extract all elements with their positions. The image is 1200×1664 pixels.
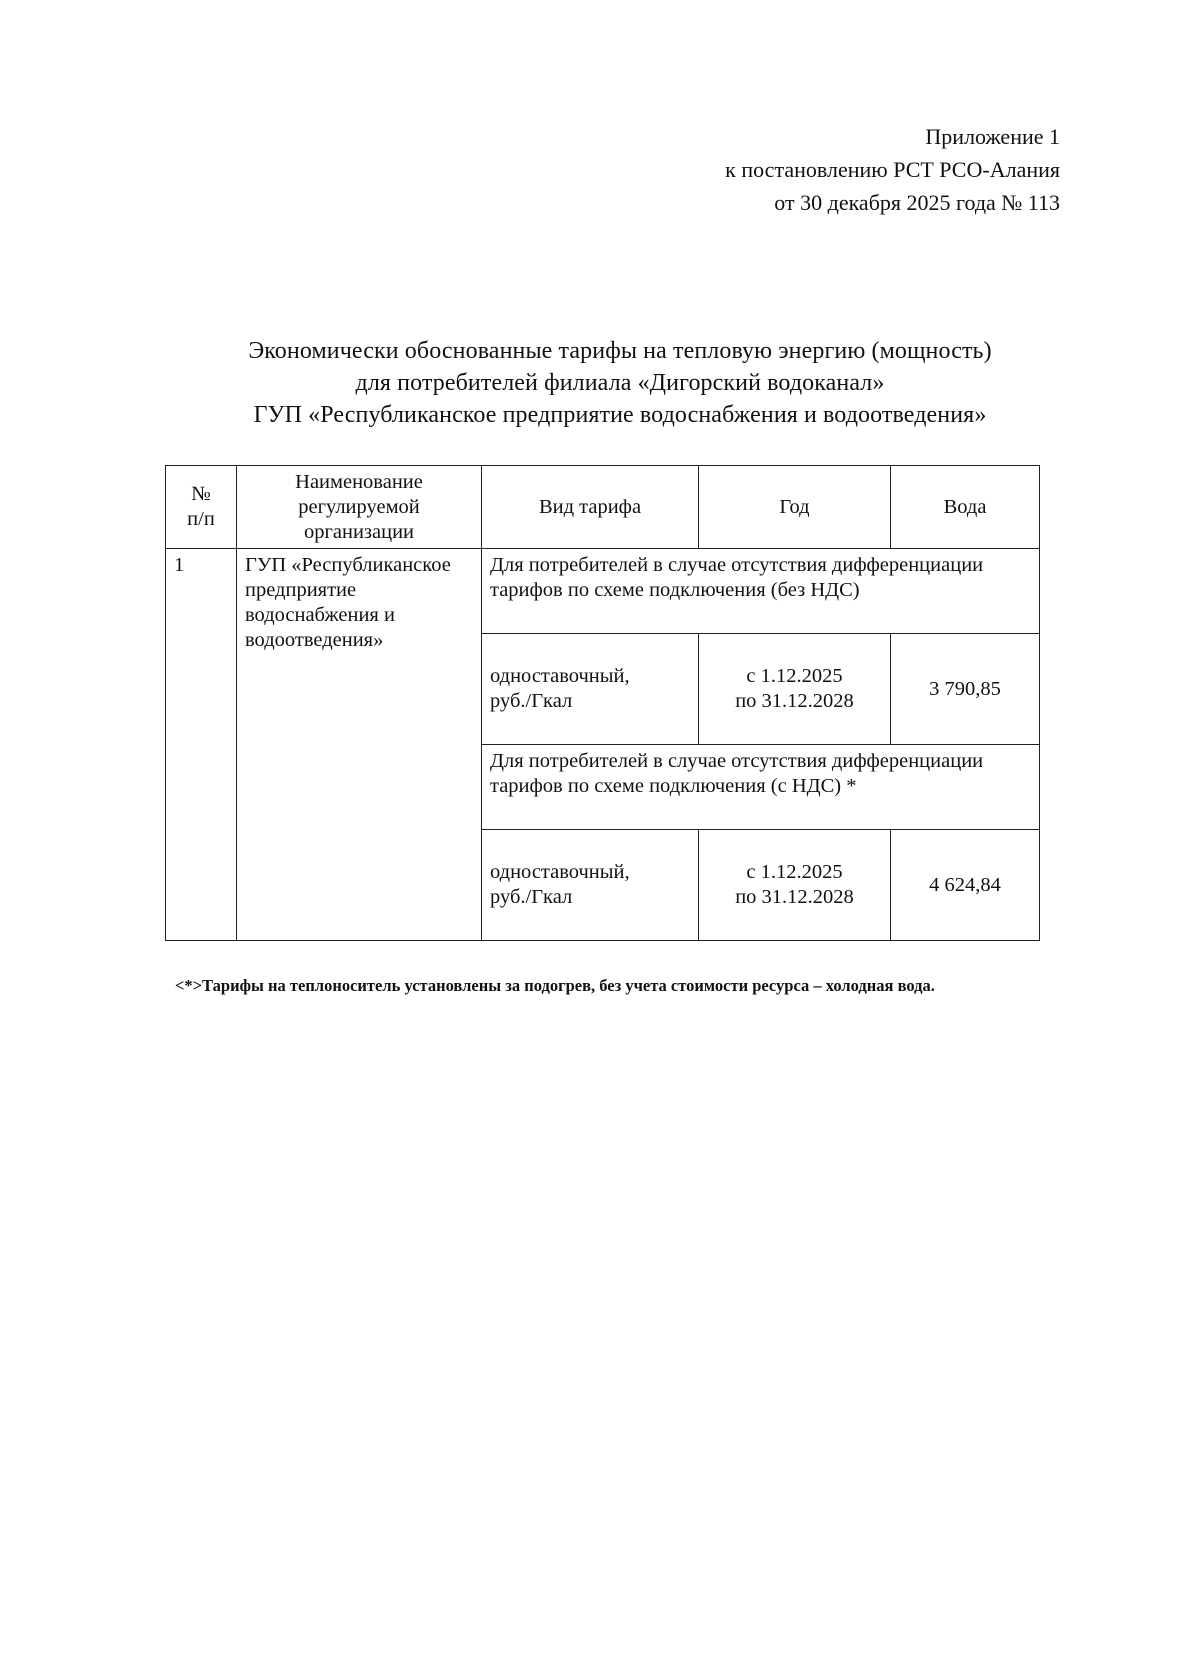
row-number: 1: [166, 549, 237, 941]
tariff-period: с 1.12.2025 по 31.12.2028: [699, 830, 891, 941]
header-num: № п/п: [166, 466, 237, 549]
tariff-kind: одноставочный, руб./Гкал: [482, 830, 699, 941]
title-line-2: для потребителей филиала «Дигорский водоканал»: [355, 370, 885, 396]
tariff-table: [165, 465, 1040, 941]
document-title: [140, 335, 1100, 431]
title-line-3: ГУП «Республиканское предприятие водоснабжения и водоотведения»: [253, 402, 987, 428]
condition-without-vat: Для потребителей в случае отсутствия дифференциации тарифов по схеме подключения (без НДС): [482, 549, 1040, 634]
header-year: Год: [699, 466, 891, 549]
row-organization: ГУП «Республиканское предприятие водоснабжения и водоотведения»: [237, 549, 482, 941]
appendix-line-3: от 30 декабря 2025 года № 113: [774, 190, 1060, 215]
tariff-period: с 1.12.2025 по 31.12.2028: [699, 634, 891, 745]
header-tariff-kind: Вид тарифа: [482, 466, 699, 549]
table-row: [166, 549, 1040, 634]
header-organization: Наименование регулируемой организации: [237, 466, 482, 549]
header-water: Вода: [891, 466, 1040, 549]
title-line-1: Экономически обоснованные тарифы на тепловую энергию (мощность): [248, 338, 992, 364]
tariff-value: 4 624,84: [891, 830, 1040, 941]
appendix-line-1: Приложение 1: [925, 124, 1060, 149]
appendix-line-2: к постановлению РСТ РСО-Алания: [725, 157, 1060, 182]
tariff-value: 3 790,85: [891, 634, 1040, 745]
table-header-row: [166, 466, 1040, 549]
footnote: <*>Тарифы на теплоноситель установлены за подогрев, без учета стоимости ресурса – холодная вода.: [175, 976, 935, 995]
condition-with-vat: Для потребителей в случае отсутствия дифференциации тарифов по схеме подключения (с НДС) *: [482, 745, 1040, 830]
appendix-block: [725, 120, 1060, 219]
tariff-kind: одноставочный, руб./Гкал: [482, 634, 699, 745]
